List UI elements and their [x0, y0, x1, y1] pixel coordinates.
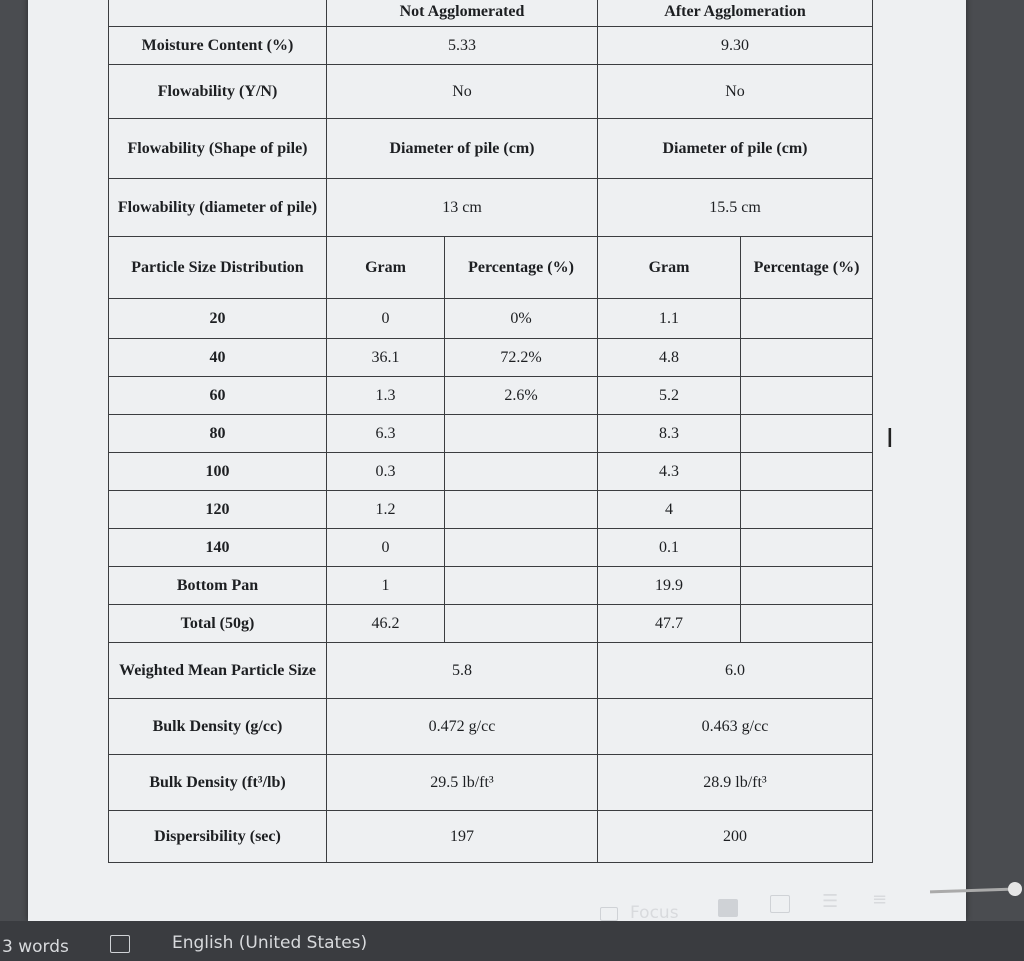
text-cursor-icon: I	[886, 424, 894, 454]
focus-icon[interactable]	[600, 907, 618, 921]
table-row	[109, 119, 873, 179]
cell-value: 0	[327, 529, 445, 567]
cell-value	[445, 529, 598, 567]
results-table	[108, 0, 873, 863]
cell-value: 197	[327, 811, 598, 863]
cell-value: 0%	[445, 299, 598, 339]
empty-corner-cell	[109, 0, 327, 27]
table-row	[109, 27, 873, 65]
cell-value: Diameter of pile (cm)	[327, 119, 598, 179]
cell-value	[445, 453, 598, 491]
proofing-icon[interactable]	[110, 935, 130, 953]
cell-value: 28.9 lb/ft³	[598, 755, 873, 811]
cell-value: 1.2	[327, 491, 445, 529]
mesh-size: 100	[109, 453, 327, 491]
focus-button[interactable]: Focus	[630, 903, 679, 923]
cell-value: 200	[598, 811, 873, 863]
cell-value: 0.1	[598, 529, 741, 567]
row-label: Flowability (Shape of pile)	[109, 119, 327, 179]
cell-value: 2.6%	[445, 377, 598, 415]
cell-value: 4.8	[598, 339, 741, 377]
cell-value: 1	[327, 567, 445, 605]
header-not-agglomerated: Not Agglomerated	[327, 0, 598, 27]
cell-value	[741, 529, 873, 567]
cell-value: 72.2%	[445, 339, 598, 377]
sieve-row	[109, 567, 873, 605]
cell-value	[445, 491, 598, 529]
print-layout-icon[interactable]	[770, 895, 790, 913]
cell-value	[741, 377, 873, 415]
mesh-size: 20	[109, 299, 327, 339]
cell-value: 1.3	[327, 377, 445, 415]
row-label: Total (50g)	[109, 605, 327, 643]
table-header-row	[109, 0, 873, 27]
read-mode-icon[interactable]	[718, 899, 738, 917]
cell-value: 6.0	[598, 643, 873, 699]
cell-value	[741, 453, 873, 491]
web-layout-icon[interactable]: ☰	[822, 891, 839, 912]
row-label: Flowability (diameter of pile)	[109, 179, 327, 237]
document-page[interactable]	[28, 0, 966, 921]
cell-value: 15.5 cm	[598, 179, 873, 237]
mesh-size: 120	[109, 491, 327, 529]
gram-header: Gram	[327, 237, 445, 299]
percentage-header: Percentage (%)	[445, 237, 598, 299]
total-row	[109, 605, 873, 643]
cell-value: 46.2	[327, 605, 445, 643]
psd-header-row	[109, 237, 873, 299]
mesh-size: 40	[109, 339, 327, 377]
percentage-header: Percentage (%)	[741, 237, 873, 299]
row-label: Weighted Mean Particle Size	[109, 643, 327, 699]
status-bar	[0, 889, 1024, 961]
cell-value	[445, 605, 598, 643]
cell-value: No	[598, 65, 873, 119]
mesh-size: Bottom Pan	[109, 567, 327, 605]
cell-value: Diameter of pile (cm)	[598, 119, 873, 179]
sieve-row	[109, 491, 873, 529]
cell-value	[741, 415, 873, 453]
cell-value	[741, 491, 873, 529]
cell-value: 5.8	[327, 643, 598, 699]
cell-value: 0.463 g/cc	[598, 699, 873, 755]
sieve-row	[109, 339, 873, 377]
row-label: Moisture Content (%)	[109, 27, 327, 65]
mesh-size: 60	[109, 377, 327, 415]
cell-value: 0	[327, 299, 445, 339]
sieve-row	[109, 415, 873, 453]
cell-value: 5.33	[327, 27, 598, 65]
sieve-row	[109, 529, 873, 567]
cell-value: 1.1	[598, 299, 741, 339]
cell-value: 13 cm	[327, 179, 598, 237]
cell-value: 36.1	[327, 339, 445, 377]
table-row	[109, 643, 873, 699]
gram-header: Gram	[598, 237, 741, 299]
cell-value: 6.3	[327, 415, 445, 453]
cell-value	[741, 339, 873, 377]
cell-value: 19.9	[598, 567, 741, 605]
row-label: Flowability (Y/N)	[109, 65, 327, 119]
outline-icon[interactable]: ≡	[872, 889, 888, 910]
mesh-size: 80	[109, 415, 327, 453]
cell-value	[741, 605, 873, 643]
row-label: Bulk Density (ft³/lb)	[109, 755, 327, 811]
mesh-size: 140	[109, 529, 327, 567]
cell-value: 8.3	[598, 415, 741, 453]
cell-value: 0.3	[327, 453, 445, 491]
row-label: Particle Size Distribution	[109, 237, 327, 299]
sieve-row	[109, 377, 873, 415]
row-label: Bulk Density (g/cc)	[109, 699, 327, 755]
cell-value: 29.5 lb/ft³	[327, 755, 598, 811]
cell-value	[741, 299, 873, 339]
table-row	[109, 699, 873, 755]
table-row	[109, 65, 873, 119]
cell-value: 0.472 g/cc	[327, 699, 598, 755]
cell-value: 5.2	[598, 377, 741, 415]
table-row	[109, 179, 873, 237]
cell-value: 4.3	[598, 453, 741, 491]
header-after-agglomeration: After Agglomeration	[598, 0, 873, 27]
table-row	[109, 755, 873, 811]
cell-value: No	[327, 65, 598, 119]
table-row	[109, 811, 873, 863]
cell-value	[445, 415, 598, 453]
language-indicator[interactable]: English (United States)	[172, 933, 368, 953]
cell-value: 4	[598, 491, 741, 529]
cell-value	[445, 567, 598, 605]
word-count[interactable]: 3 words	[2, 937, 69, 957]
sieve-row	[109, 299, 873, 339]
row-label: Dispersibility (sec)	[109, 811, 327, 863]
cell-value: 9.30	[598, 27, 873, 65]
sieve-row	[109, 453, 873, 491]
cell-value: 47.7	[598, 605, 741, 643]
zoom-slider-handle[interactable]	[1008, 882, 1022, 896]
cell-value	[741, 567, 873, 605]
